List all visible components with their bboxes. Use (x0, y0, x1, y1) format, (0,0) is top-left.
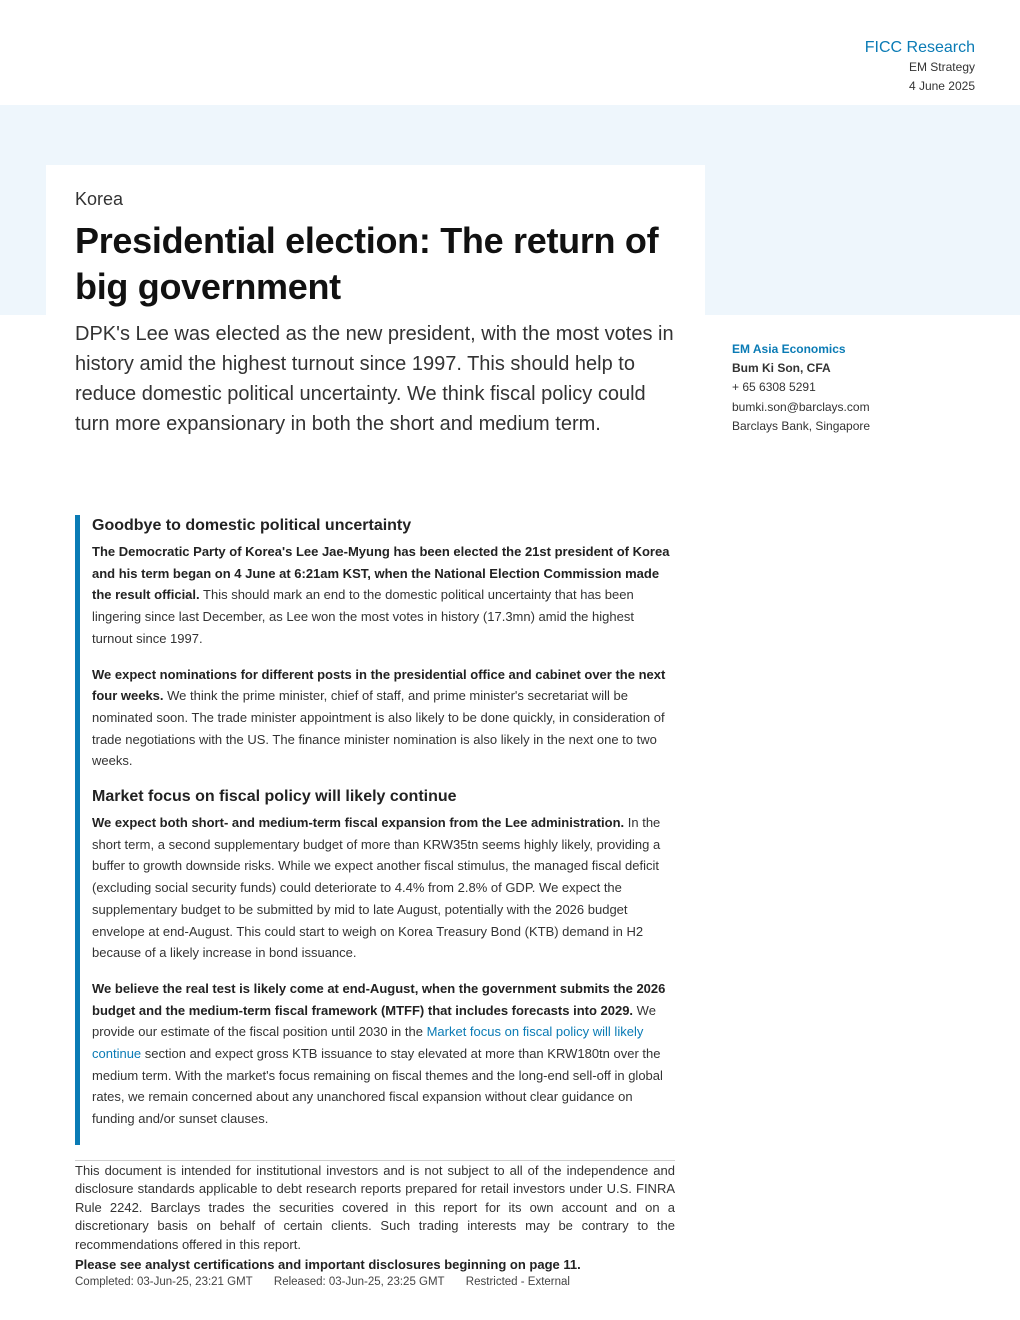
summary-box (75, 515, 675, 1145)
report-header (865, 38, 975, 96)
author-email[interactable]: bumki.son@barclays.com (732, 399, 870, 414)
brand-label: FICC Research (864, 39, 975, 56)
released-timestamp: Released: 03-Jun-25, 23:25 GMT (273, 1276, 445, 1288)
report-date: 4 June 2025 (908, 79, 975, 93)
report-footer (75, 1276, 588, 1288)
section-heading-political: Goodbye to domestic political uncertainty (92, 517, 412, 534)
paragraph-body: This should mark an end to the domestic political uncertainty that has been lingering since last December, as Lee won the most votes in history (17.3mn) amid the highest turnout since 1997. (92, 587, 634, 646)
page-title: Presidential election: The return of big government (75, 220, 659, 307)
paragraph-body: section and expect gross KTB issuance to stay elevated at more than KRW180tn over the medium term. With the market's focus remaining on fiscal themes and the long-end sell-off in global rates, we remain concerned about any unanchored fiscal expansion without clear guidance on funding and/or sunset clauses. (92, 1046, 663, 1127)
author-office: Barclays Bank, Singapore (732, 418, 871, 433)
paragraph-lead: We believe the real test is likely come at end-August, when the government submits the 2026 budget and the medium-term fiscal framework (MTFF) that includes forecasts into 2029. (92, 980, 666, 1018)
country-label: Korea (75, 189, 124, 209)
paragraph-election-result (92, 541, 675, 650)
author-team: EM Asia Economics (732, 342, 846, 356)
paragraph-lead: We expect nominations for different posts in the presidential office and cabinet over the next four weeks. (92, 666, 666, 704)
section-label: EM Strategy (908, 60, 975, 74)
lede-text: DPK's Lee was elected as the new president, with the most votes in history amid the highest turnout since 1997. This should help to reduce domestic political uncertainty. We think fiscal policy could turn more expansionary in both the short and medium term. (75, 323, 674, 435)
paragraph-lead: We expect both short- and medium-term fiscal expansion from the Lee administration. (92, 815, 625, 831)
paragraph-body: We think the prime minister, chief of staff, and prime minister's secretariat will be nominated soon. The trade minister appointment is also likely to be done quickly, in consideration of trade negotiations with the US. The finance minister nomination is also likely in the next one to two weeks. (92, 688, 665, 769)
section-heading-fiscal: Market focus on fiscal policy will likely continue (92, 788, 457, 806)
disclaimer-text: This document is intended for institutional investors and is not subject to all of the independence and disclosure standards applicable to debt research reports prepared for retail investors under U.S. FINRA Rule 2242. Barclays trades the securities covered in this report for its own account and on a discretionary basis on behalf of certain clients. Such trading interests may be contrary to the recommendations offered in this report. (75, 1160, 675, 1254)
author-phone: + 65 6308 5291 (732, 380, 816, 395)
certification-note: Please see analyst certifications and important disclosures beginning on page 11. (75, 1257, 581, 1272)
paragraph-lead: The Democratic Party of Korea's Lee Jae-Myung has been elected the 21st president of Korea and his term began on 4 June at 6:21am KST, when the National Election Commission made the result official. (92, 544, 670, 603)
paragraph-body: In the short term, a second supplementary budget of more than KRW35tn seems highly likely, providing a buffer to growth downside risks. While we expect another fiscal stimulus, the managed fiscal deficit (excluding social security funds) could deteriorate to 4.4% from 2.8% of GDP. We expect the supplementary budget to be submitted by mid to late August, potentially with the 2026 budget envelope at end-August. This could start to weigh on Korea Treasury Bond (KTB) demand in H2 because of a likely increase in bond issuance. (92, 815, 661, 961)
completed-timestamp: Completed: 03-Jun-25, 23:21 GMT (75, 1276, 253, 1288)
section-link-fiscal[interactable]: Market focus on fiscal policy will likely continue (92, 1024, 644, 1062)
classification-label: Restricted - External (465, 1276, 570, 1288)
author-name: Bum Ki Son, CFA (732, 361, 831, 376)
paragraph-nominations (92, 664, 675, 773)
paragraph-body: We provide our estimate of the fiscal position until 2030 in the (92, 1002, 656, 1040)
paragraph-fiscal-expansion (92, 812, 675, 964)
author-block (732, 340, 982, 436)
paragraph-budget-test (92, 978, 675, 1130)
